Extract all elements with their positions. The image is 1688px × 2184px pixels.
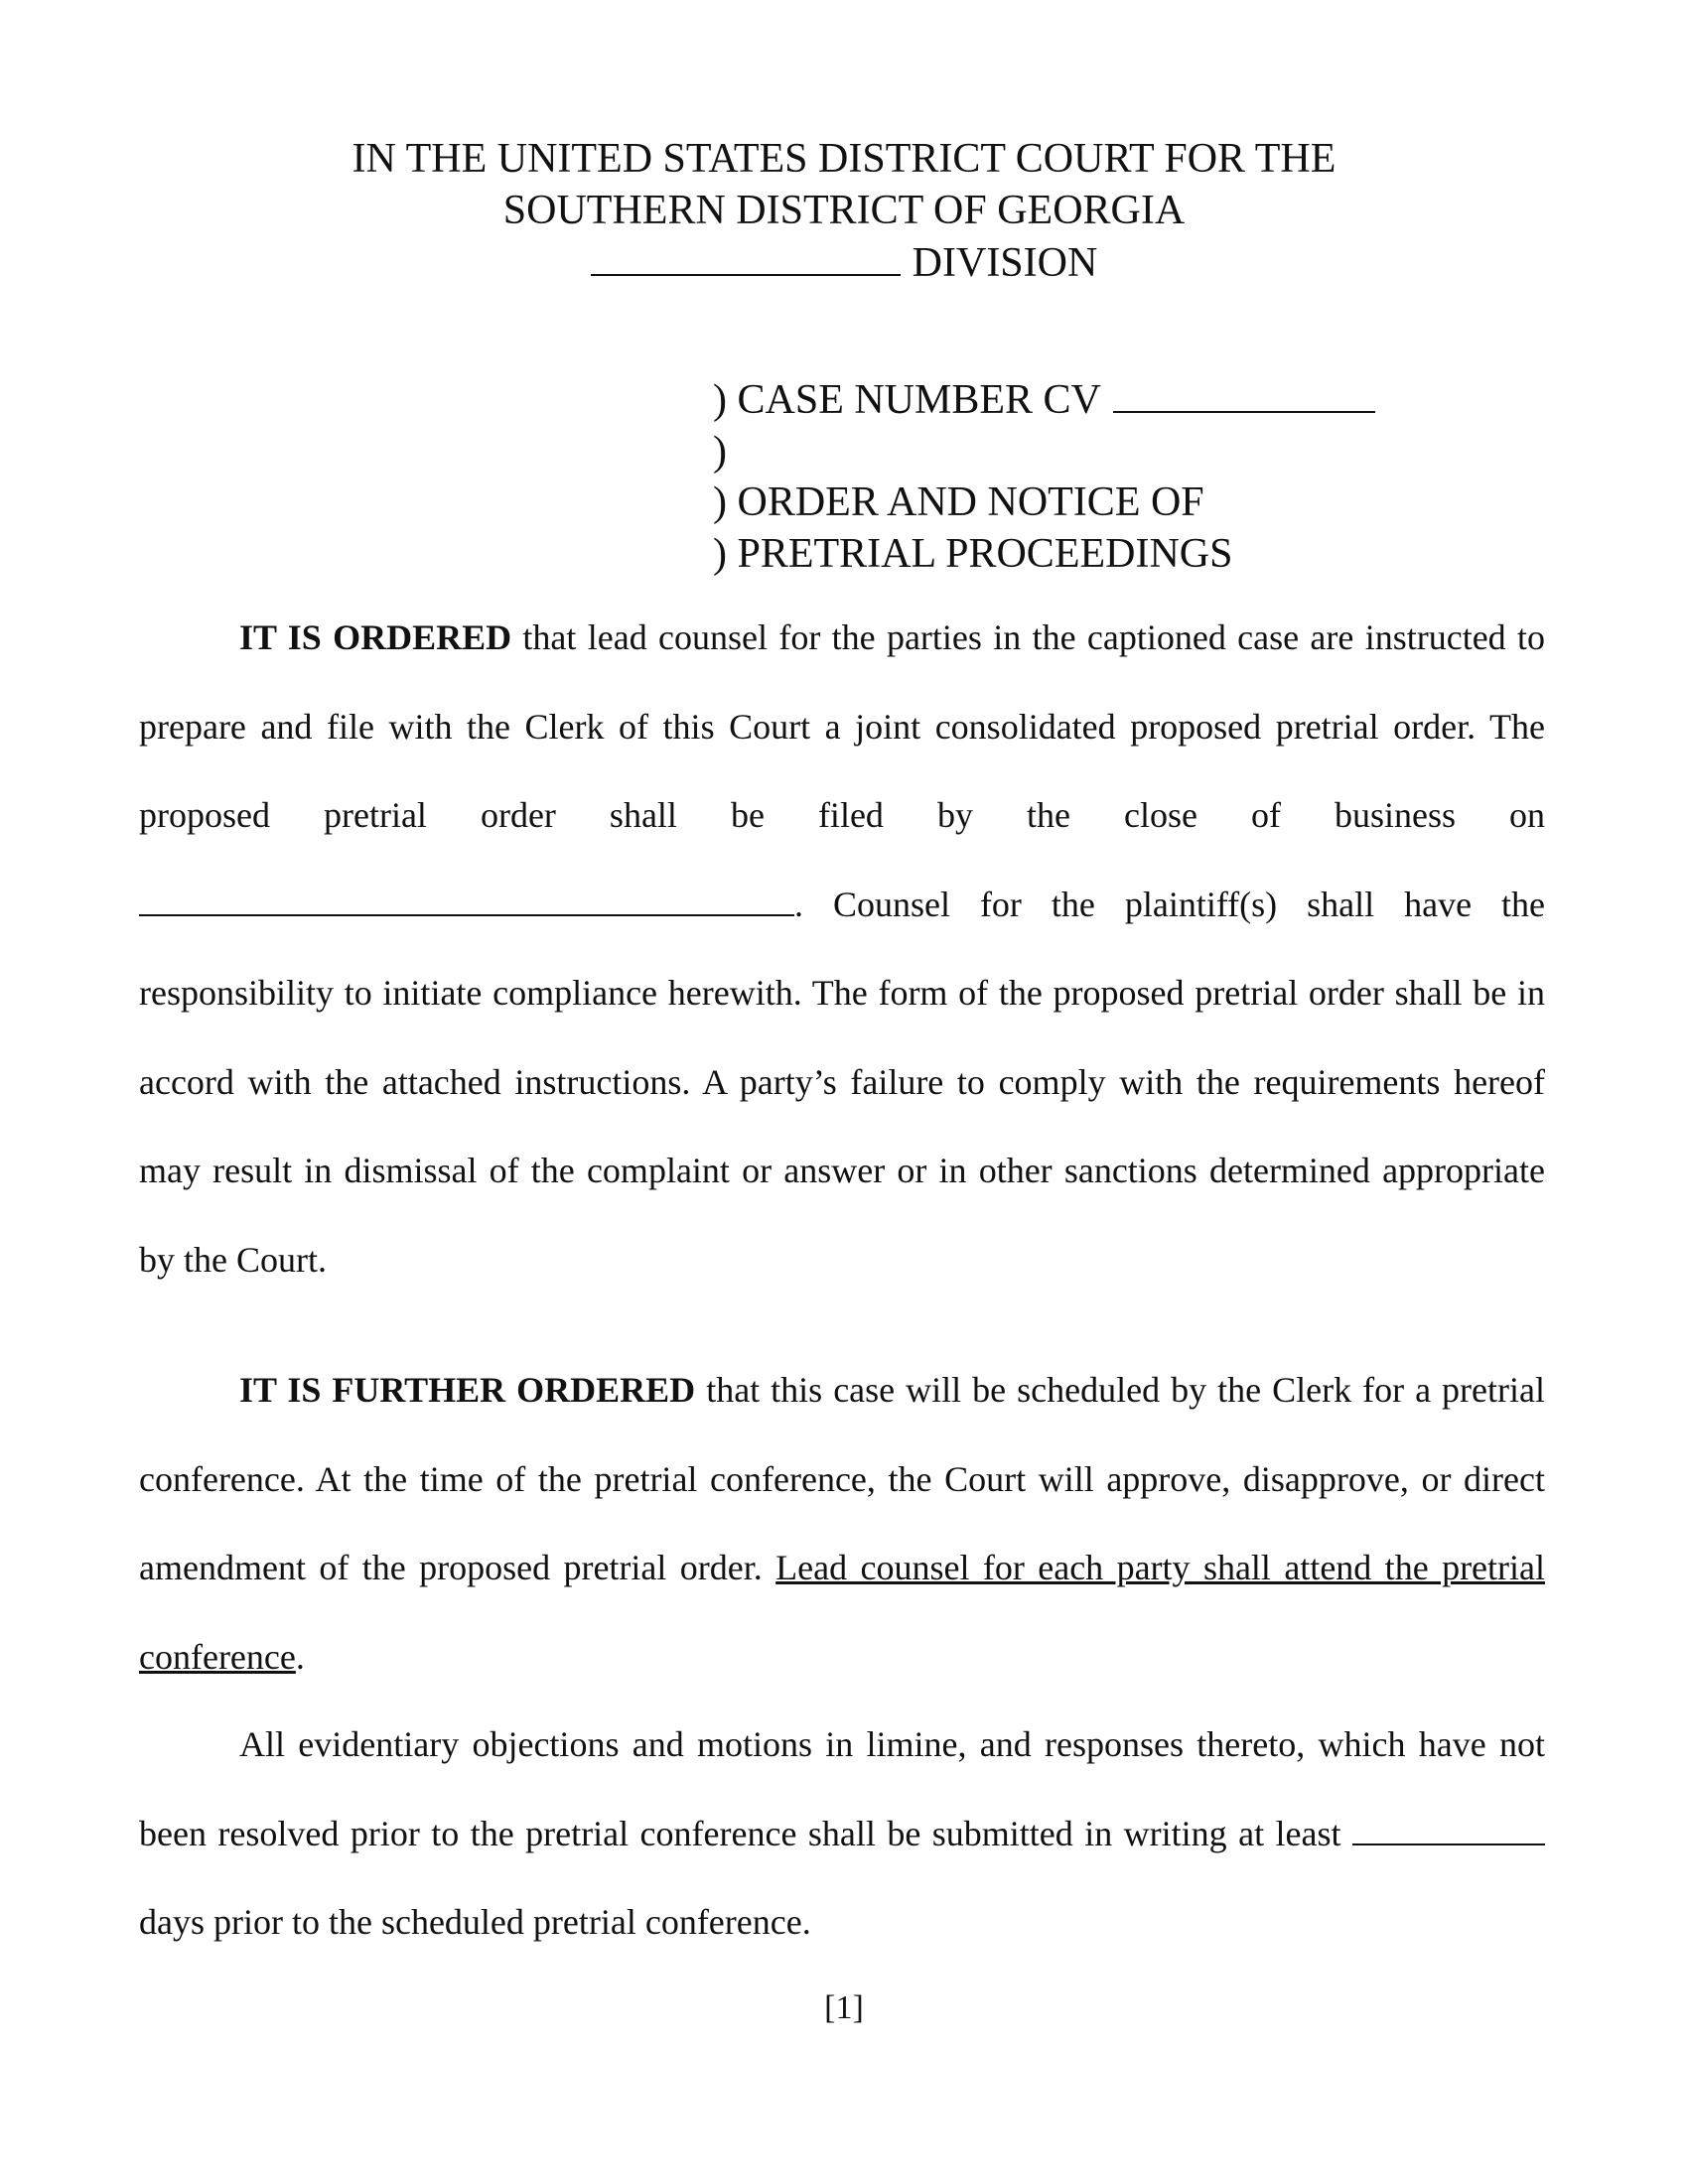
order-lead-phrase: IT IS ORDERED [239, 617, 512, 657]
order-paragraph-1 [139, 594, 1545, 1304]
caption-spacer-row: ) [713, 428, 727, 475]
paragraph-1-text-a: that lead counsel for the parties in the captioned case are instructed to prepare and file with the Clerk of this Court a joint consolidated proposed pretrial order. The proposed pretrial order shall be filed by the close of business on [139, 617, 1546, 835]
division-label: DIVISION [912, 240, 1098, 286]
order-title-line-2: ) PRETRIAL PROCEEDINGS [713, 530, 1233, 577]
order-paragraph-2 [139, 1346, 1545, 1702]
case-caption [713, 375, 1375, 580]
court-heading-line-1: IN THE UNITED STATES DISTRICT COURT FOR THE [352, 136, 1336, 182]
case-number-blank[interactable] [1113, 377, 1375, 413]
filing-date-blank[interactable] [139, 885, 794, 916]
order-title-line-1: ) ORDER AND NOTICE OF [713, 479, 1204, 525]
days-prior-blank[interactable] [1352, 1814, 1545, 1845]
order-paragraph-3 [139, 1701, 1545, 1968]
paragraph-3-text-a: All evidentiary objections and motions in limine, and responses thereto, which have not been resolved prior to the pretrial conference shall be submitted in writing at least [139, 1724, 1545, 1853]
court-heading [0, 133, 1688, 289]
division-name-blank[interactable] [591, 236, 901, 276]
page-number: [1] [824, 1989, 864, 2026]
division-line [0, 236, 1688, 289]
paragraph-1-text-b: . Counsel for the plaintiff(s) shall have the responsibility to initiate compliance herewith. The form of the proposed pretrial order shall be in accord with the attached instructions. A party’s failure to comply with the requirements hereof may result in dismissal of the complaint or answer or in other sanctions determined appropriate by the Court. [139, 884, 1545, 1280]
paragraph-3-text-b: days prior to the scheduled pretrial conference. [139, 1902, 811, 1942]
court-heading-line-2: SOUTHERN DISTRICT OF GEORGIA [502, 188, 1186, 233]
case-number-line [713, 375, 1375, 427]
paragraph-2-text-b: . [295, 1636, 305, 1677]
further-order-lead-phrase: IT IS FURTHER ORDERED [239, 1370, 696, 1410]
case-number-label: ) CASE NUMBER CV [713, 377, 1101, 423]
paragraph-2-text-a: that this case will be scheduled by the Clerk for a pretrial conference. At the time of the pretrial conference, the Court will approve, disapprove, or direct amendment of the proposed pretrial order. [139, 1370, 1545, 1587]
attendance-requirement: Lead counsel for each party shall attend the pretrial conference [139, 1548, 1546, 1677]
